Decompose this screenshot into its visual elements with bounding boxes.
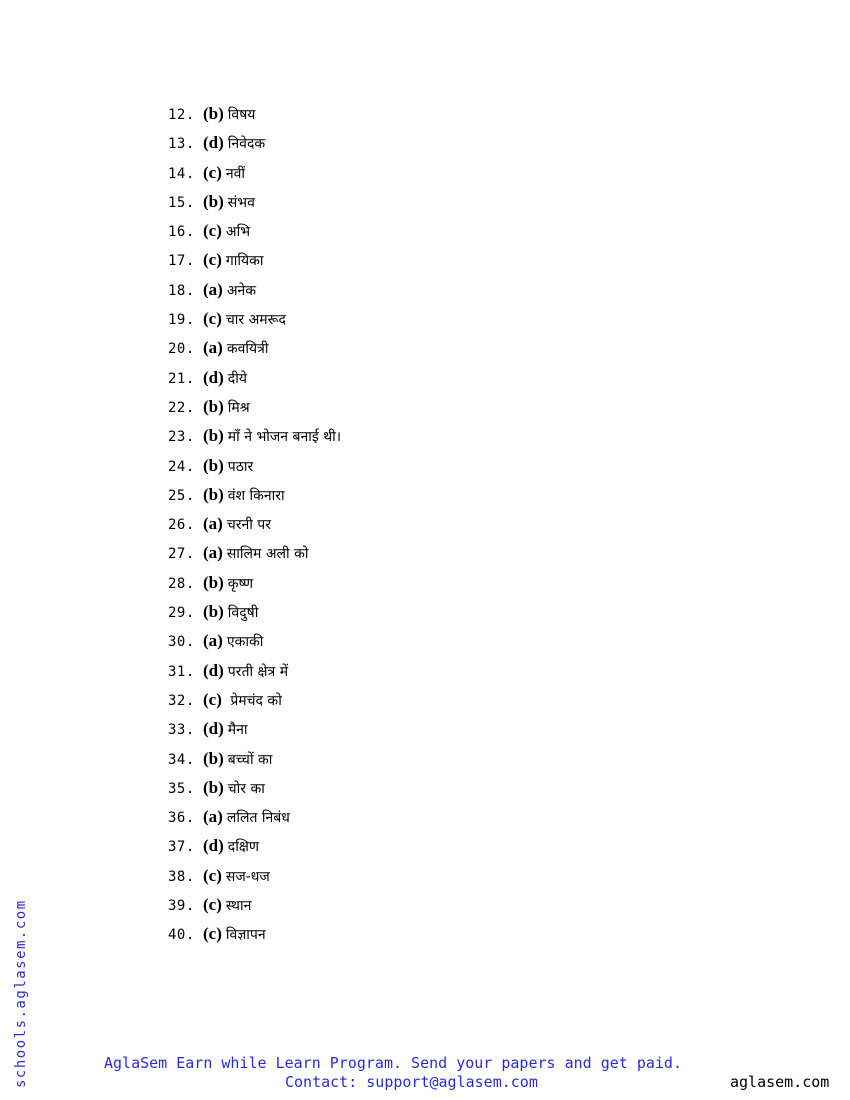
question-number: 35. xyxy=(168,780,195,797)
answer-option: (c) xyxy=(203,689,222,709)
answer-option: (a) xyxy=(203,279,223,299)
answer-text: प्रेमचंद को xyxy=(225,692,282,709)
answer-row xyxy=(168,744,341,773)
answer-row xyxy=(168,538,341,567)
answer-row xyxy=(168,802,341,831)
answer-option: (c) xyxy=(203,250,222,270)
answer-text: सज-धज xyxy=(225,868,270,885)
answer-option: (b) xyxy=(203,396,224,416)
question-number: 38. xyxy=(168,868,195,885)
answer-option: (a) xyxy=(203,807,223,827)
question-number: 28. xyxy=(168,575,195,592)
answer-text: मैना xyxy=(227,722,248,739)
answer-option: (a) xyxy=(203,514,223,534)
question-number: 29. xyxy=(168,605,195,622)
answer-text: सालिम अली को xyxy=(226,546,309,563)
question-number: 32. xyxy=(168,692,195,709)
question-number: 30. xyxy=(168,634,195,651)
answer-row xyxy=(168,919,341,948)
answer-row xyxy=(168,392,341,421)
answer-row xyxy=(168,421,341,450)
question-number: 16. xyxy=(168,224,195,241)
answer-row xyxy=(168,363,341,392)
answer-row xyxy=(168,773,341,802)
question-number: 40. xyxy=(168,927,195,944)
answer-option: (c) xyxy=(203,865,222,885)
answer-text: चरनी पर xyxy=(226,517,271,534)
answer-row xyxy=(168,451,341,480)
answer-text: चोर का xyxy=(227,780,265,797)
answer-row xyxy=(168,128,341,157)
answer-option: (c) xyxy=(203,895,222,915)
question-number: 33. xyxy=(168,722,195,739)
answer-text: विषय xyxy=(227,107,256,123)
answer-row xyxy=(168,187,341,216)
answer-text: वंश किनारा xyxy=(227,487,285,504)
question-number: 21. xyxy=(168,370,195,387)
answer-text: नवीं xyxy=(225,165,246,182)
answer-text: ललित निबंध xyxy=(226,810,290,827)
answer-text: अनेक xyxy=(226,282,257,299)
question-number: 22. xyxy=(168,399,195,416)
answer-option: (d) xyxy=(203,133,224,153)
answer-row xyxy=(168,890,341,919)
answer-row xyxy=(168,509,341,538)
question-number: 27. xyxy=(168,546,195,563)
answer-row xyxy=(168,245,341,274)
answer-option: (d) xyxy=(203,836,224,856)
footer-brand-text: aglasem.com xyxy=(730,1073,830,1091)
answer-option: (b) xyxy=(203,104,224,123)
answer-option: (b) xyxy=(203,748,224,768)
answer-text: विज्ञापन xyxy=(225,927,266,944)
side-watermark-url: schools.aglasem.com xyxy=(13,899,29,1088)
answer-text: स्थान xyxy=(225,898,252,915)
question-number: 37. xyxy=(168,839,195,856)
question-number: 20. xyxy=(168,341,195,358)
answer-text: एकाकी xyxy=(226,634,264,651)
answer-row xyxy=(168,480,341,509)
answer-text: कृष्ण xyxy=(227,575,254,592)
question-number: 39. xyxy=(168,898,195,915)
question-number: 34. xyxy=(168,751,195,768)
question-number: 26. xyxy=(168,517,195,534)
answer-text: बच्चों का xyxy=(227,751,273,768)
answer-text: दक्षिण xyxy=(227,839,260,856)
question-number: 25. xyxy=(168,487,195,504)
answer-row xyxy=(168,861,341,890)
question-number: 13. xyxy=(168,136,195,153)
question-number: 18. xyxy=(168,282,195,299)
answer-option: (c) xyxy=(203,162,222,182)
answer-option: (c) xyxy=(203,309,222,329)
question-number: 24. xyxy=(168,458,195,475)
answer-row xyxy=(168,656,341,685)
answer-option: (d) xyxy=(203,719,224,739)
answer-option: (b) xyxy=(203,484,224,504)
question-number: 36. xyxy=(168,810,195,827)
answer-text: चार अमरूद xyxy=(225,312,286,329)
answer-text: अभि xyxy=(225,224,251,241)
question-number: 23. xyxy=(168,429,195,446)
answer-row xyxy=(168,597,341,626)
question-number: 12. xyxy=(168,107,195,123)
answer-option: (d) xyxy=(203,660,224,680)
answer-text: गायिका xyxy=(225,253,264,270)
answer-row xyxy=(168,216,341,245)
answer-row xyxy=(168,568,341,597)
question-number: 31. xyxy=(168,663,195,680)
answer-option: (b) xyxy=(203,191,224,211)
footer-promo-text: AglaSem Earn while Learn Program. Send your papers and get paid. xyxy=(104,1054,682,1072)
answer-text: परती क्षेत्र में xyxy=(227,663,289,680)
answer-option: (b) xyxy=(203,426,224,446)
answer-option: (a) xyxy=(203,631,223,651)
question-number: 17. xyxy=(168,253,195,270)
answer-option: (b) xyxy=(203,455,224,475)
answer-row xyxy=(168,304,341,333)
answer-row xyxy=(168,275,341,304)
answer-option: (a) xyxy=(203,338,223,358)
answer-text: संभव xyxy=(227,194,255,211)
question-number: 19. xyxy=(168,312,195,329)
answer-text: माँ ने भोजन बनाई थी। xyxy=(227,429,342,446)
answer-row xyxy=(168,714,341,743)
answer-row xyxy=(168,685,341,714)
answer-option: (c) xyxy=(203,924,222,944)
question-number: 15. xyxy=(168,194,195,211)
question-number: 14. xyxy=(168,165,195,182)
answer-row xyxy=(168,626,341,655)
answer-text: पठार xyxy=(227,458,254,475)
answer-row xyxy=(168,99,341,128)
footer-contact-text: Contact: support@aglasem.com xyxy=(285,1073,538,1091)
answer-option: (c) xyxy=(203,221,222,241)
answer-text: कवयित्री xyxy=(226,341,269,358)
answer-row xyxy=(168,158,341,187)
answer-option: (d) xyxy=(203,367,224,387)
answer-text: निवेदक xyxy=(227,136,266,153)
answer-text: मिश्र xyxy=(227,399,250,416)
answer-option: (b) xyxy=(203,602,224,622)
answer-text: विदुषी xyxy=(227,605,259,622)
answer-row xyxy=(168,333,341,362)
answer-list xyxy=(168,99,341,949)
answer-row xyxy=(168,831,341,860)
answer-option: (b) xyxy=(203,572,224,592)
answer-text: दीये xyxy=(227,370,247,387)
answer-option: (a) xyxy=(203,543,223,563)
answer-option: (b) xyxy=(203,777,224,797)
